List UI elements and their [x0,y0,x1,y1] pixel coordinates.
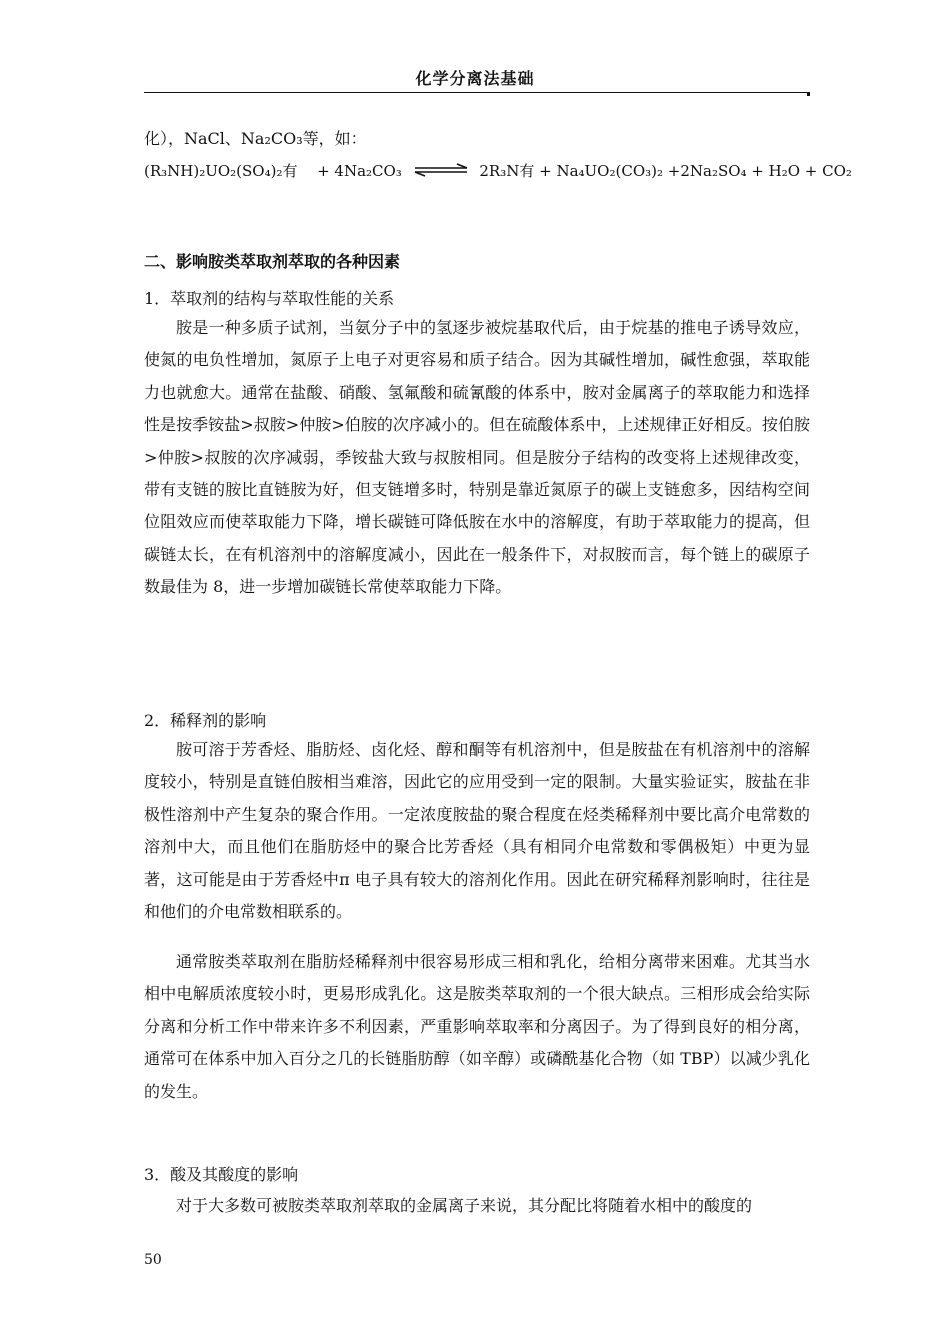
sub2-paragraph-1 [144,734,810,928]
header-rule [144,92,810,93]
sub1-paragraph [144,312,810,604]
paragraph-text: 胺可溶于芳香烃、脂肪烃、卤化烃、醇和酮等有机溶剂中，但是胺盐在有机溶剂中的溶解度较小，特别是直链伯胺相当难溶，因此它的应用受到一定的限制。大量实验证实，胺盐在非极性溶剂中产生复杂的聚合作用。一定浓度胺盐的聚合程度在烃类稀释剂中要比高介电常数的溶剂中大，而且他们在脂肪烃中的聚合比芳香烃（具有相同介电常数和零偶极矩）中更为显著，这可能是由于芳香烃中π 电子具有较大的溶剂化作用。因此在研究稀释剂影响时，往往是和他们的介电常数相联系的。 [144,740,810,922]
header-rule-end-mark [807,93,810,96]
sub2-title: 2．稀释剂的影响 [144,711,267,730]
chemical-equation [144,160,852,181]
intro-line: 化），NaCl、Na₂CO₃等，如： [144,129,367,148]
sub3-title: 3．酸及其酸度的影响 [144,1165,299,1184]
paragraph-text: 通常胺类萃取剂在脂肪烃稀释剂中很容易形成三相和乳化，给相分离带来困难。尤其当水相中电解质浓度较小时，更易形成乳化。这是胺类萃取剂的一个很大缺点。三相形成会给实际分离和分析工作中带来许多不利因素，严重影响萃取率和分离因子。为了得到良好的相分离，通常可在体系中加入百分之几的长链脂肪醇（如辛醇）或磷酰基化合物（如 TBP）以减少乳化的发生。 [144,952,810,1101]
equilibrium-arrow-icon [413,163,469,181]
equation-rhs: 2R₃N有 + Na₄UO₂(CO₃)₂ +2Na₂SO₄ + H₂O + CO₂ [479,162,852,180]
sub3-paragraph: 对于大多数可被胺类萃取剂萃取的金属离子来说，其分配比将随着水相中的酸度的 [176,1196,753,1215]
equation-lhs-2: + 4Na₂CO₃ [317,162,402,180]
paragraph-text: 胺是一种多质子试剂，当氨分子中的氢逐步被烷基取代后，由于烷基的推电子诱导效应，使氮的电负性增加，氮原子上电子对更容易和质子结合。因为其碱性增加，碱性愈强，萃取能力也就愈大。通常在盐酸、硝酸、氢氟酸和硫氰酸的体系中，胺对金属离子的萃取能力和选择性是按季铵盐>叔胺>仲胺>伯胺的次序减小的。但在硫酸体系中，上述规律正好相反。按伯胺>仲胺>叔胺的次序减弱，季铵盐大致与叔胺相同。但是胺分子结构的改变将上述规律改变，带有支链的胺比直链胺为好，但支链增多时，特别是靠近氮原子的碳上支链愈多，因结构空间位阻效应而使萃取能力下降，增长碳链可降低胺在水中的溶解度，有助于萃取能力的提高，但碳链太长，在有机溶剂中的溶解度减小，因此在一般条件下，对叔胺而言，每个链上的碳原子数最佳为 8，进一步增加碳链长常使萃取能力下降。 [144,318,810,597]
header-title: 化学分离法基础 [415,69,535,88]
sub1-title: 1．萃取剂的结构与萃取性能的关系 [144,289,395,308]
sub2-paragraph-2 [144,946,810,1108]
section-heading: 二、影响胺类萃取剂萃取的各种因素 [144,252,401,271]
page-number: 50 [144,1252,162,1268]
equation-lhs-1: (R₃NH)₂UO₂(SO₄)₂有 [144,162,298,180]
